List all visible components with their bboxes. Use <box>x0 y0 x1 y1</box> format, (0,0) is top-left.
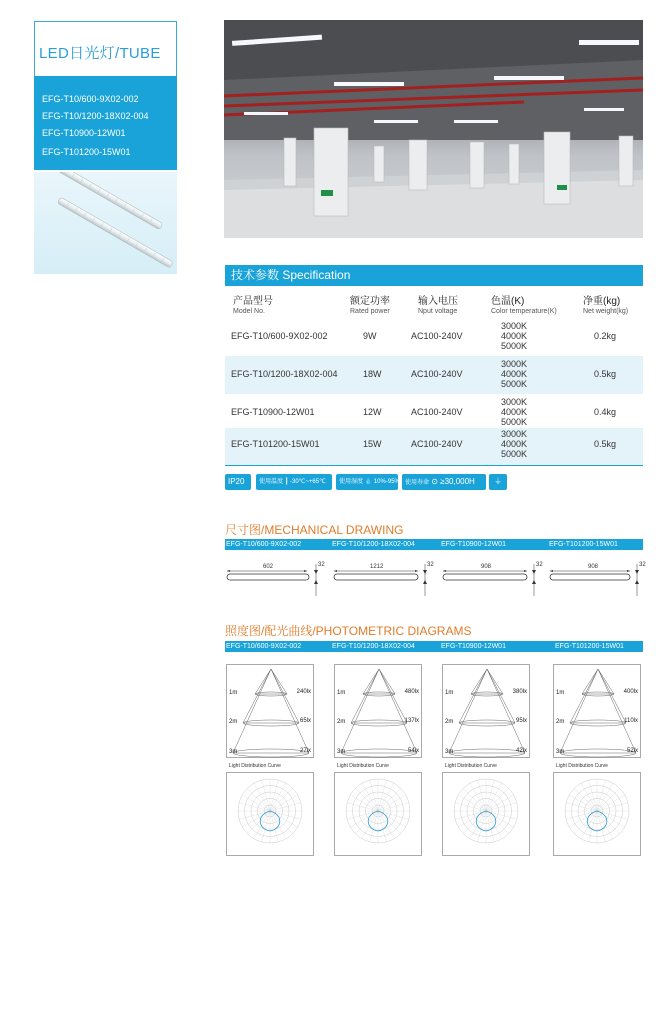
polar-spoke <box>378 803 409 811</box>
polar-spoke <box>455 811 486 819</box>
polar-spoke <box>597 780 605 811</box>
illuminance-diagram <box>442 664 530 758</box>
cell-weight: 0.5kg <box>594 369 617 379</box>
distance-label: 2m <box>337 719 346 725</box>
cell-voltage: AC100-240V <box>411 369 463 379</box>
lux-label: 380lx <box>512 689 527 695</box>
polar-spoke <box>566 803 597 811</box>
cell-voltage: AC100-240V <box>411 439 463 449</box>
illuminance-diagram <box>553 664 641 758</box>
polar-spoke <box>270 811 298 827</box>
polar-diagram <box>442 772 530 856</box>
cell-model: EFG-T101200-15W01 <box>231 439 320 449</box>
polar-spoke <box>262 780 270 811</box>
cell-power: 12W <box>363 407 382 417</box>
polar-spoke <box>378 788 401 811</box>
led-tube-illustration <box>34 172 177 274</box>
illuminance-diagram <box>334 664 422 758</box>
curve-title: Light Distribution Curve <box>337 763 389 769</box>
model-label: EFG-T101200-15W01 <box>549 541 618 548</box>
polar-spoke <box>566 811 597 819</box>
polar-spoke <box>370 780 378 811</box>
cell-weight: 0.5kg <box>594 439 617 449</box>
polar-spoke <box>597 811 605 842</box>
polar-spoke <box>574 788 597 811</box>
diameter-label: 32 <box>427 562 434 568</box>
polar-spoke <box>486 788 509 811</box>
lux-label: 52lx <box>626 748 638 754</box>
distance-label: 2m <box>229 719 238 725</box>
parking-garage-illustration <box>224 20 643 238</box>
diameter-label: 32 <box>318 562 325 568</box>
garage-photo <box>224 20 643 238</box>
lux-label: 137lx <box>404 718 419 724</box>
spec-header: 技术参数 Specification <box>225 265 643 286</box>
lux-label: 480lx <box>404 689 419 695</box>
model-list-item: EFG-T101200-15W01 <box>42 147 131 157</box>
cell-power: 9W <box>363 331 377 341</box>
polar-diagram <box>226 772 314 856</box>
polar-spoke <box>350 795 378 811</box>
left-title-box <box>34 21 177 76</box>
light-cone-illustration <box>443 665 531 759</box>
col-weight: 净重(kg) Net weight(kg) <box>583 296 629 315</box>
length-label: 1212 <box>370 564 384 570</box>
polar-spoke <box>270 788 293 811</box>
polar-spoke <box>458 795 486 811</box>
cell-power: 15W <box>363 439 382 449</box>
polar-spoke <box>270 783 286 811</box>
polar-spoke <box>589 780 597 811</box>
polar-spoke <box>486 795 514 811</box>
curve-title: Light Distribution Curve <box>229 763 281 769</box>
polar-spoke <box>362 783 378 811</box>
polar-spoke <box>270 780 278 811</box>
polar-spoke <box>378 783 394 811</box>
polar-diagram <box>553 772 641 856</box>
lux-label: 54lx <box>407 748 419 754</box>
polar-spoke <box>597 795 625 811</box>
polar-spoke <box>350 811 378 827</box>
table-row <box>225 318 643 356</box>
model-list-item: EFG-T10/600-9X02-002 <box>42 94 139 104</box>
polar-spoke <box>597 811 628 819</box>
cell-voltage: AC100-240V <box>411 407 463 417</box>
polar-spoke <box>470 783 486 811</box>
cell-temps: 3000K 4000K 5000K <box>501 359 528 389</box>
lux-label: 400lx <box>623 689 638 695</box>
polar-spoke <box>355 788 378 811</box>
light-cone-illustration <box>227 665 315 759</box>
photometric-title: 照度图/配光曲线/PHOTOMETRIC DIAGRAMS <box>225 624 472 638</box>
lux-label: 95lx <box>515 718 527 724</box>
polar-spoke <box>478 780 486 811</box>
distance-label: 1m <box>337 690 346 696</box>
col-power: 额定功率 Rated power <box>350 296 390 315</box>
col-model: 产品型号 Model No. <box>233 296 273 315</box>
polar-spoke <box>239 803 270 811</box>
polar-spoke <box>597 811 625 827</box>
lux-label: 240lx <box>296 689 311 695</box>
model-label: EFG-T10/600-9X02-002 <box>226 541 302 548</box>
illuminance-diagram <box>226 664 314 758</box>
model-label: EFG-T10/600-9X02-002 <box>226 643 302 650</box>
col-voltage: 输入电压 Nput voltage <box>418 296 458 315</box>
col-color-temp: 色温(K) Color temperature(K) <box>491 296 557 315</box>
mechanical-drawing <box>548 560 648 600</box>
mechanical-drawing <box>332 560 432 600</box>
polar-spoke <box>581 783 597 811</box>
polar-spoke <box>486 811 517 819</box>
cell-model: EFG-T10/1200-18X02-004 <box>231 369 338 379</box>
product-image <box>34 172 177 274</box>
cell-temps: 3000K 4000K 5000K <box>501 321 528 351</box>
cell-weight: 0.4kg <box>594 407 617 417</box>
light-cone-illustration <box>335 665 423 759</box>
diameter-label: 32 <box>639 562 646 568</box>
mechanical-drawing <box>225 560 325 600</box>
model-list <box>34 76 177 170</box>
distance-label: 3m <box>445 749 454 755</box>
light-cone-illustration <box>554 665 642 759</box>
light-distribution-curve <box>227 773 313 855</box>
cell-model: EFG-T10/600-9X02-002 <box>231 331 328 341</box>
light-distribution-curve <box>335 773 421 855</box>
polar-spoke <box>270 811 301 819</box>
distance-label: 3m <box>229 749 238 755</box>
curve-title: Light Distribution Curve <box>556 763 608 769</box>
life-badge: 使用寿命 ⊙ ≥30,000H <box>402 474 486 490</box>
polar-spoke <box>378 811 406 827</box>
polar-spoke <box>478 811 486 842</box>
length-label: 908 <box>481 564 492 570</box>
cell-power: 18W <box>363 369 382 379</box>
mechanical-model-bar <box>225 539 643 550</box>
lux-label: 42lx <box>515 748 527 754</box>
polar-spoke <box>486 780 494 811</box>
model-label: EFG-T10/1200-18X02-004 <box>332 541 415 548</box>
mechanical-drawing <box>441 560 541 600</box>
model-list-item: EFG-T10/1200-18X02-004 <box>42 111 149 121</box>
spec-divider <box>225 465 643 466</box>
polar-spoke <box>347 811 378 819</box>
ground-icon: ⏚ <box>489 474 507 490</box>
polar-spoke <box>455 803 486 811</box>
polar-spoke <box>597 803 628 811</box>
ip-badge: IP20 <box>225 474 251 490</box>
polar-spoke <box>486 803 517 811</box>
polar-spoke <box>270 811 278 842</box>
polar-spoke <box>569 811 597 827</box>
polar-spoke <box>247 788 270 811</box>
light-distribution-curve <box>554 773 640 855</box>
light-distribution-curve <box>443 773 529 855</box>
distance-label: 3m <box>337 749 346 755</box>
distance-label: 3m <box>556 749 565 755</box>
temp-badge: 使用温度 ┃ -30℃~+65℃ <box>256 474 332 490</box>
polar-spoke <box>589 811 597 842</box>
polar-spoke <box>569 795 597 811</box>
photometric-model-bar <box>225 641 643 652</box>
table-row <box>225 394 643 432</box>
polar-spoke <box>262 811 270 842</box>
model-label: EFG-T10900-12W01 <box>441 643 506 650</box>
lux-label: 110lx <box>624 718 638 724</box>
tube-dimension-drawing <box>225 560 325 600</box>
product-title: LED日光灯/TUBE <box>39 45 161 62</box>
curve-title: Light Distribution Curve <box>445 763 497 769</box>
distance-label: 2m <box>445 719 454 725</box>
polar-spoke <box>378 811 409 819</box>
humidity-badge: 使用湿度 💧 10%-95% <box>336 474 398 490</box>
cell-temps: 3000K 4000K 5000K <box>501 429 528 459</box>
length-label: 908 <box>588 564 599 570</box>
polar-spoke <box>378 780 386 811</box>
polar-spoke <box>239 811 270 819</box>
polar-spoke <box>486 811 514 827</box>
droplet-icon: 💧 <box>364 479 373 485</box>
mechanical-title: 尺寸图/MECHANICAL DRAWING <box>225 523 404 537</box>
polar-spoke <box>486 783 502 811</box>
distance-label: 1m <box>229 690 238 696</box>
model-list-item: EFG-T10900-12W01 <box>42 128 126 138</box>
clock-icon: ⊙ <box>431 477 438 486</box>
model-label: EFG-T10900-12W01 <box>441 541 506 548</box>
thermometer-icon: ┃ <box>284 479 289 485</box>
table-row <box>225 356 643 394</box>
polar-spoke <box>486 811 494 842</box>
polar-spoke <box>378 795 406 811</box>
distance-label: 1m <box>556 690 565 696</box>
lux-label: 65lx <box>299 718 311 724</box>
polar-spoke <box>370 811 378 842</box>
polar-spoke <box>242 795 270 811</box>
model-label: EFG-T10/1200-18X02-004 <box>332 643 415 650</box>
polar-spoke <box>270 795 298 811</box>
length-label: 602 <box>263 564 274 570</box>
lux-label: 27lx <box>299 748 311 754</box>
polar-spoke <box>347 803 378 811</box>
polar-spoke <box>597 783 613 811</box>
polar-spoke <box>458 811 486 827</box>
cell-temps: 3000K 4000K 5000K <box>501 397 528 427</box>
cell-model: EFG-T10900-12W01 <box>231 407 315 417</box>
cell-weight: 0.2kg <box>594 331 617 341</box>
cell-voltage: AC100-240V <box>411 331 463 341</box>
polar-spoke <box>270 803 301 811</box>
polar-spoke <box>254 783 270 811</box>
polar-diagram <box>334 772 422 856</box>
diameter-label: 32 <box>536 562 543 568</box>
polar-spoke <box>242 811 270 827</box>
polar-spoke <box>378 811 386 842</box>
table-row <box>225 428 643 466</box>
polar-spoke <box>597 788 620 811</box>
polar-spoke <box>463 788 486 811</box>
distance-label: 2m <box>556 719 565 725</box>
model-label: EFG-T101200-15W01 <box>555 643 624 650</box>
distance-label: 1m <box>445 690 454 696</box>
